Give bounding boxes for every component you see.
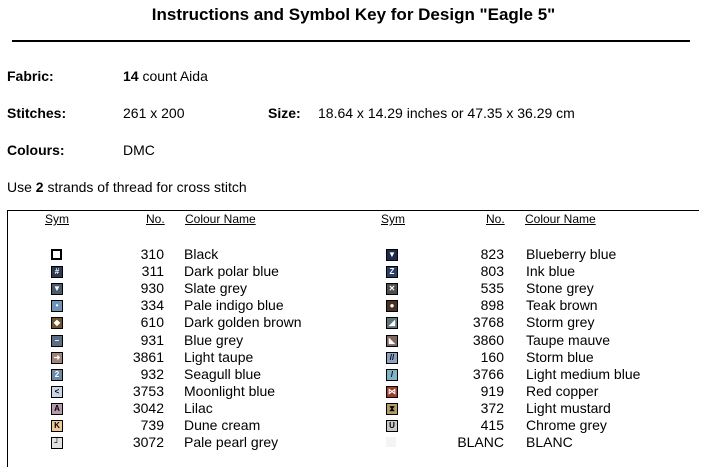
size-value: 18.64 x 14.29 inches or 47.35 x 36.29 cm	[318, 105, 575, 121]
colour-name: Storm blue	[526, 348, 594, 365]
symbol-swatch-icon: A	[51, 403, 63, 415]
colour-number: 739	[140, 417, 164, 433]
header-name-left: Colour Name	[185, 212, 256, 226]
symbol-swatch-icon: ◣	[386, 335, 398, 347]
fabric-value	[123, 68, 208, 84]
colour-name: Pale pearl grey	[184, 434, 279, 451]
colour-number: 415	[480, 417, 504, 433]
colour-number: BLANC	[457, 434, 504, 451]
colour-name: Light taupe	[184, 348, 254, 365]
colour-number: 919	[480, 382, 504, 399]
colours-value: DMC	[123, 142, 155, 158]
colours-label: Colours:	[7, 142, 65, 158]
colour-number: 930	[140, 280, 164, 297]
symbol-swatch-icon: ┘	[51, 437, 63, 449]
header-name-right: Colour Name	[525, 212, 596, 226]
symbol-swatch-icon: K	[51, 420, 63, 432]
colour-number: 310	[140, 246, 164, 262]
colour-number: 3766	[472, 365, 504, 382]
colour-name: Blue grey	[184, 331, 244, 348]
colour-name: Taupe mauve	[526, 331, 611, 348]
size-label: Size:	[268, 105, 301, 121]
colour-name: Pale indigo blue	[184, 297, 284, 314]
colour-number: 932	[140, 365, 164, 382]
symbol-swatch-icon: Z	[386, 266, 398, 278]
colour-name: BLANC	[526, 434, 573, 451]
colour-number: 610	[140, 314, 164, 331]
colour-name: Red copper	[526, 382, 599, 399]
header-no-left: No.	[146, 212, 165, 226]
symbol-swatch-icon: <	[51, 386, 63, 398]
colour-number: 311	[141, 263, 164, 280]
fabric-type: count Aida	[138, 68, 208, 84]
colour-number: 372	[480, 399, 504, 416]
symbol-swatch-icon: ⧗	[386, 403, 398, 415]
symbol-swatch-icon: ⋈	[388, 386, 396, 396]
colour-number: 3860	[472, 331, 504, 348]
note-suffix: strands of thread for cross stitch	[43, 179, 247, 195]
colour-number: 3768	[472, 314, 504, 331]
colour-name: Seagull blue	[184, 365, 262, 382]
symbol-swatch-icon: ➜	[51, 352, 63, 364]
symbol-swatch-icon: ▼	[51, 283, 63, 295]
symbol-swatch-icon: ◆	[51, 317, 63, 329]
colour-number: 3861	[132, 348, 164, 365]
symbol-swatch-icon: #	[51, 266, 63, 278]
symbol-swatch-icon	[386, 437, 396, 447]
colour-name: Lilac	[184, 399, 213, 416]
colour-number: 931	[140, 331, 164, 348]
header-sym-right: Sym	[381, 212, 405, 226]
symbol-swatch-icon: ▼	[386, 249, 398, 261]
symbol-swatch-icon: /	[386, 369, 398, 381]
colour-name: Blueberry blue	[526, 246, 617, 262]
note-prefix: Use	[7, 179, 36, 195]
colour-number: 334	[140, 297, 164, 314]
stitches-label: Stitches:	[7, 105, 67, 121]
colour-name: Teak brown	[526, 297, 598, 314]
colour-name: Dark polar blue	[184, 263, 279, 280]
colour-name: Storm grey	[526, 314, 595, 331]
page-title: Instructions and Symbol Key for Design "Eagle 5"	[151, 5, 556, 24]
colour-number: 823	[480, 246, 504, 262]
colour-name: Black	[184, 246, 219, 262]
symbol-swatch-icon: –	[51, 335, 63, 347]
symbol-swatch-icon: ◢	[386, 317, 398, 329]
symbol-swatch-icon: 2	[51, 369, 63, 381]
title-rule	[12, 40, 690, 42]
colour-name: Moonlight blue	[184, 382, 276, 399]
colour-number: 3072	[132, 434, 164, 451]
colour-name: Dark golden brown	[184, 314, 302, 331]
colour-name: Dune cream	[184, 417, 261, 433]
stitches-value: 261 x 200	[123, 105, 185, 121]
symbol-swatch-icon: ✕	[386, 283, 398, 295]
colour-name: Light mustard	[526, 399, 611, 416]
fabric-label: Fabric:	[7, 68, 54, 84]
symbol-swatch-icon: U	[386, 420, 398, 432]
strand-count: 2	[35, 179, 44, 195]
colour-number: 3753	[132, 382, 164, 399]
colour-name: Slate grey	[184, 280, 248, 297]
symbol-swatch-icon: ●	[386, 300, 398, 312]
symbol-swatch-icon: •	[51, 300, 63, 312]
colour-name: Chrome grey	[526, 417, 607, 433]
strands-note	[7, 179, 247, 195]
colour-name: Ink blue	[526, 263, 576, 280]
symbol-swatch-icon: //	[386, 352, 398, 364]
colour-name: Light medium blue	[526, 365, 641, 382]
colour-number: 160	[480, 348, 504, 365]
colour-number: 535	[480, 280, 504, 297]
colour-number: 898	[480, 297, 504, 314]
colour-number: 3042	[132, 399, 164, 416]
colour-name: Stone grey	[526, 280, 594, 297]
colour-number: 803	[480, 263, 504, 280]
fabric-count: 14	[123, 68, 139, 84]
header-no-right: No.	[486, 212, 505, 226]
symbol-swatch-icon	[51, 249, 62, 260]
header-sym-left: Sym	[45, 212, 69, 226]
